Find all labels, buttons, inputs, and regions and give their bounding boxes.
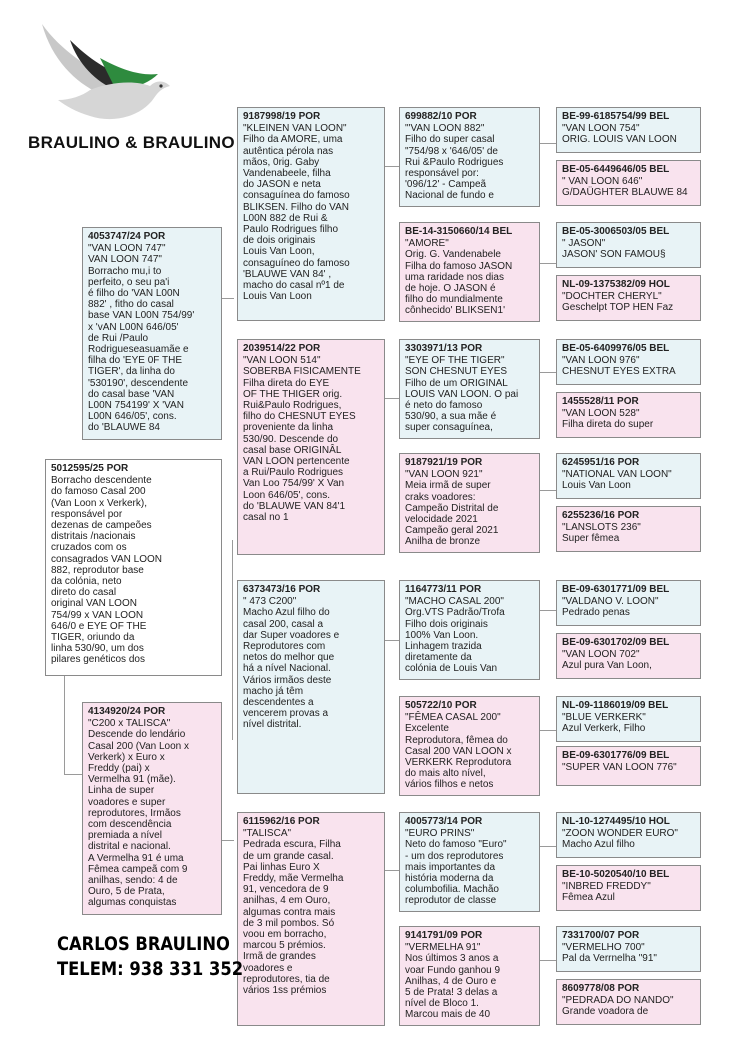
connector (64, 676, 65, 774)
connector (64, 774, 82, 775)
gg-grandparent-card (556, 979, 701, 1025)
description: "BLUE VERKERK" Azul Verkerk, Filho (562, 712, 646, 735)
connector (385, 640, 399, 641)
description: "VALDANO V. LOON" Pedrado penas (562, 596, 659, 619)
gg-grandparent-card (556, 107, 701, 153)
description: "C200 x TALISCA" Descende do lendário Casal 200 (Van Loon x Verkerk) x Euro x Freddy (pai) x Vermelha 91 (mãe). Linha de super voadores e super reprodutores, Irmãos com descendência premiada a nível distrital e nacional. A Vermelha 91 é uma Fêmea campeã com 9 anilhas, sendo: 4 de Ouro, 5 de Prata, algumas conquistas (88, 718, 189, 909)
connector (540, 960, 556, 961)
ring-number: NL-09-1375382/09 HOL (562, 279, 670, 290)
grandparent-card (237, 580, 385, 794)
connector (540, 143, 556, 144)
ring-number: 3303971/13 POR (405, 343, 483, 354)
connector (222, 298, 234, 299)
contact-name: CARLOS BRAULINO (57, 933, 230, 955)
description: "VAN LOON 976" CHESNUT EYES EXTRA (562, 355, 676, 378)
description: "ZOON WONDER EURO" Macho Azul filho (562, 828, 678, 851)
gg-grandparent-card (556, 580, 701, 626)
connector (232, 540, 233, 740)
ring-number: BE-09-6301776/09 BEL (562, 750, 670, 761)
description: "EURO PRINS" Neto do famoso "Euro" - um dos reprodutores mais importantes da história moderna da columbofilia. Machão reprodutor de classe (405, 828, 507, 907)
description: " 473 C200" Macho Azul filho do casal 200, casal a dar Super voadores e Reprodutores com netos do melhor que há a nível Nacional. Vários irmãos deste macho já têm descendentes a vencerem provas a nível distrital. (243, 596, 340, 731)
great-grandparent-card (399, 339, 540, 439)
brand-name: BRAULINO & BRAULINO (28, 133, 235, 152)
description: "KLEINEN VAN LOON" Filho da AMORE, uma autêntica pérola nas mãos, 0rig. Gaby Vandenabeele, filha do JASON e neta consaguínea do famoso BLIKSEN. Filho do VAN L00N 882 de Rui & Paulo Rodrigues filho de dois originais Louis Van Loon, consaguíneo do famoso 'BLAUWE VAN 84' , macho do casal nº1 de Louis Van Loon (243, 123, 350, 303)
description: "AMORE" Orig. G. Vandenabele Filha do famoso JASON uma raridade nos dias de hoje. O JASON é filho do mundialmente cônhecido' BLIKSEN1' (405, 238, 513, 317)
ring-number: 1455528/11 POR (562, 396, 639, 407)
ring-number: 6115962/16 POR (243, 816, 320, 827)
ring-number: 1164773/11 POR (405, 584, 482, 595)
gg-grandparent-card (556, 453, 701, 499)
ring-number: NL-09-1186019/09 BEL (562, 700, 669, 711)
description: "LANSLOTS 236" Super fêmea (562, 522, 641, 545)
description: "VAN LOON 528" Filha direta do super (562, 408, 654, 431)
great-grandparent-card (399, 812, 540, 912)
ring-number: 2039514/22 POR (243, 343, 321, 354)
description: "DOCHTER CHERYL" Geschelpt TOP HEN Faz (562, 291, 674, 314)
gg-grandparent-card (556, 392, 701, 438)
ring-number: BE-05-6449646/05 BEL (562, 164, 670, 175)
logo (30, 20, 180, 130)
description: "MACHO CASAL 200" Org.VTS Padrão/Trofa Filho dois originais 100% Van Loon. Linhagem trazida diretamente da colónia de Louis Van (405, 596, 505, 675)
description: "EYE OF THE TIGER" SON CHESNUT EYES Filho de um ORIGINAL LOUIS VAN LOON. O pai é neto do famoso 530/90, a sua mãe é super consaguínea, (405, 355, 519, 434)
ring-number: BE-09-6301702/09 BEL (562, 637, 670, 648)
gg-grandparent-card (556, 926, 701, 972)
subject-card (45, 459, 222, 676)
great-grandparent-card (399, 696, 540, 796)
gg-grandparent-card (556, 746, 701, 786)
grandparent-card (237, 339, 385, 555)
ring-number: 8609778/08 POR (562, 983, 640, 994)
connector (540, 610, 556, 611)
connector (540, 730, 556, 731)
ring-number: 6373473/16 POR (243, 584, 321, 595)
connector (385, 166, 399, 167)
gg-grandparent-card (556, 160, 701, 206)
description: " JASON" JASON' SON FAMOU§ (562, 238, 666, 261)
great-grandparent-card (399, 453, 540, 553)
gg-grandparent-card (556, 865, 701, 911)
description: "VERMELHA 91" Nos últimos 3 anos a voar Fundo ganhou 9 Anilhas, 4 de Ouro e 5 de Prata! 3 delas a nível de Bloco 1. Marcou mais de 40 (405, 942, 501, 1021)
connector (540, 263, 556, 264)
ring-number: 6255236/16 POR (562, 510, 640, 521)
gg-grandparent-card (556, 275, 701, 321)
gg-grandparent-card (556, 633, 701, 679)
dove-icon (30, 20, 180, 130)
ring-number: 7331700/07 POR (562, 930, 640, 941)
ring-number: 699882/10 POR (405, 111, 477, 122)
ring-number: 9187921/19 POR (405, 457, 483, 468)
great-grandparent-card (399, 107, 540, 207)
description: "VAN LOON 702" Azul pura Van Loon, (562, 649, 652, 672)
connector (385, 870, 399, 871)
dam-card (82, 702, 222, 915)
ring-number: BE-99-6185754/99 BEL (562, 111, 670, 122)
ring-number: BE-14-3150660/14 BEL (405, 226, 513, 237)
ring-number: NL-10-1274495/10 HOL (562, 816, 670, 827)
ring-number: 9187998/19 POR (243, 111, 321, 122)
gg-grandparent-card (556, 506, 701, 552)
contact-phone: TELEM: 938 331 352 (57, 958, 244, 980)
description: " VAN LOON 646" G/DAÜGHTER BLAUWE 84 (562, 176, 688, 199)
description: "VAN LOON 921" Meia irmã de super craks voadores: Campeão Distrital de velocidade 2021 Campeão geral 2021 Anilha de bronze (405, 469, 499, 548)
sire-card (82, 227, 222, 440)
description: "SUPER VAN LOON 776" (562, 762, 677, 774)
description: "VAN LOON 514" SOBERBA FISICAMENTE Filha direta do EYE OF THE THIGER orig. Rui&Paulo Rodrigues, filho do CHESNUT EYES proveniente da linha 530/90. Descende do casal base ORIGINÂL VAN LOON pertencente a Rui/Paulo Rodrigues Van Loo 754/99' X Van Loon 646/05', cons. do 'BLAUWE VAN 84'1 casal no 1 (243, 355, 361, 524)
grandparent-card (237, 107, 385, 321)
ring-number: BE-10-5020540/10 BEL (562, 869, 670, 880)
description: "FÊMEA CASAL 200" Excelente Reprodutora, fêmea do Casal 200 VAN LOON x VERKERK Reprodutora do mais alto nível, vários filhos e netos (405, 712, 512, 791)
ring-number: 505722/10 POR (405, 700, 477, 711)
gg-grandparent-card (556, 812, 701, 858)
description: "VERMELHO 700" Pal da Verrnelha "91" (562, 942, 657, 965)
description: "INBRED FREDDY" Fêmea Azul (562, 881, 651, 904)
ring-number: BE-09-6301771/09 BEL (562, 584, 670, 595)
connector (540, 372, 556, 373)
description: Borracho descendente do famoso Casal 200 (Van Loon x Verkerk), responsável por dezenas de campeões distritais /nacionais cruzados com os consagrados VAN LOON 882, reprodutor base da colónia, neto direto do casal original VAN LOON 754/99 x VAN LOON 646/0 e EYE OF THE TIGER, oriundo da linha 530/90, um dos pilares genéticos dos (51, 475, 162, 666)
gg-grandparent-card (556, 339, 701, 385)
ring-number: 6245951/16 POR (562, 457, 640, 468)
connector (540, 846, 556, 847)
ring-number: BE-05-3006503/05 BEL (562, 226, 670, 237)
description: "PEDRADA DO NANDO" Grande voadora de (562, 995, 674, 1018)
connector (222, 840, 234, 841)
ring-number: 4134920/24 POR (88, 706, 166, 717)
great-grandparent-card (399, 926, 540, 1026)
description: "VAN LOON 747" VAN LOON 747" Borracho mu,i to perfeito, o seu pa'i é filho do 'VAN L00N 882' , fitho do casal base VAN L00N 754/99' x 'vAN L00N 646/05' de Rui /Paulo Rodrigueseasuamãe e filha do 'EYE 0F THE TIGER', da linha do '530190', descendente do casal base 'VAN L00N 754199' X 'VAN L00N 646/05', cons. do 'BLAUWE 84 (88, 243, 195, 434)
great-grandparent-card (399, 580, 540, 680)
description: "VAN LOON 754" ORIG. LOUIS VAN LOON (562, 123, 677, 146)
ring-number: 5012595/25 POR (51, 463, 129, 474)
description: "'VAN LOON 882" Filho do super casal "754/98 x '646/05' de Rui &Paulo Rodrigues responsável por: '096/12' - Campeã Nacional de fundo e (405, 123, 504, 202)
connector (385, 398, 399, 399)
description: "NATIONAL VAN LOON" Louis Van Loon (562, 469, 672, 492)
gg-grandparent-card (556, 696, 701, 742)
grandparent-card (237, 812, 385, 1026)
description: "TALISCA" Pedrada escura, Filha de um grande casal. Pai linhas Euro X Freddy, mãe Vermelha 91, vencedora de 9 anilhas, 4 em Ouro, algumas contra mais de 3 mil pombos. Só voou em borracho, marcou 5 prémios. Irmã de grandes voadores e reprodutores, tia de vários 1ss prémios (243, 828, 344, 997)
ring-number: 4005773/14 POR (405, 816, 483, 827)
ring-number: 9141791/09 POR (405, 930, 483, 941)
ring-number: 4053747/24 POR (88, 231, 166, 242)
gg-grandparent-card (556, 222, 701, 268)
great-grandparent-card (399, 222, 540, 322)
ring-number: BE-05-6409976/05 BEL (562, 343, 670, 354)
connector (540, 490, 556, 491)
